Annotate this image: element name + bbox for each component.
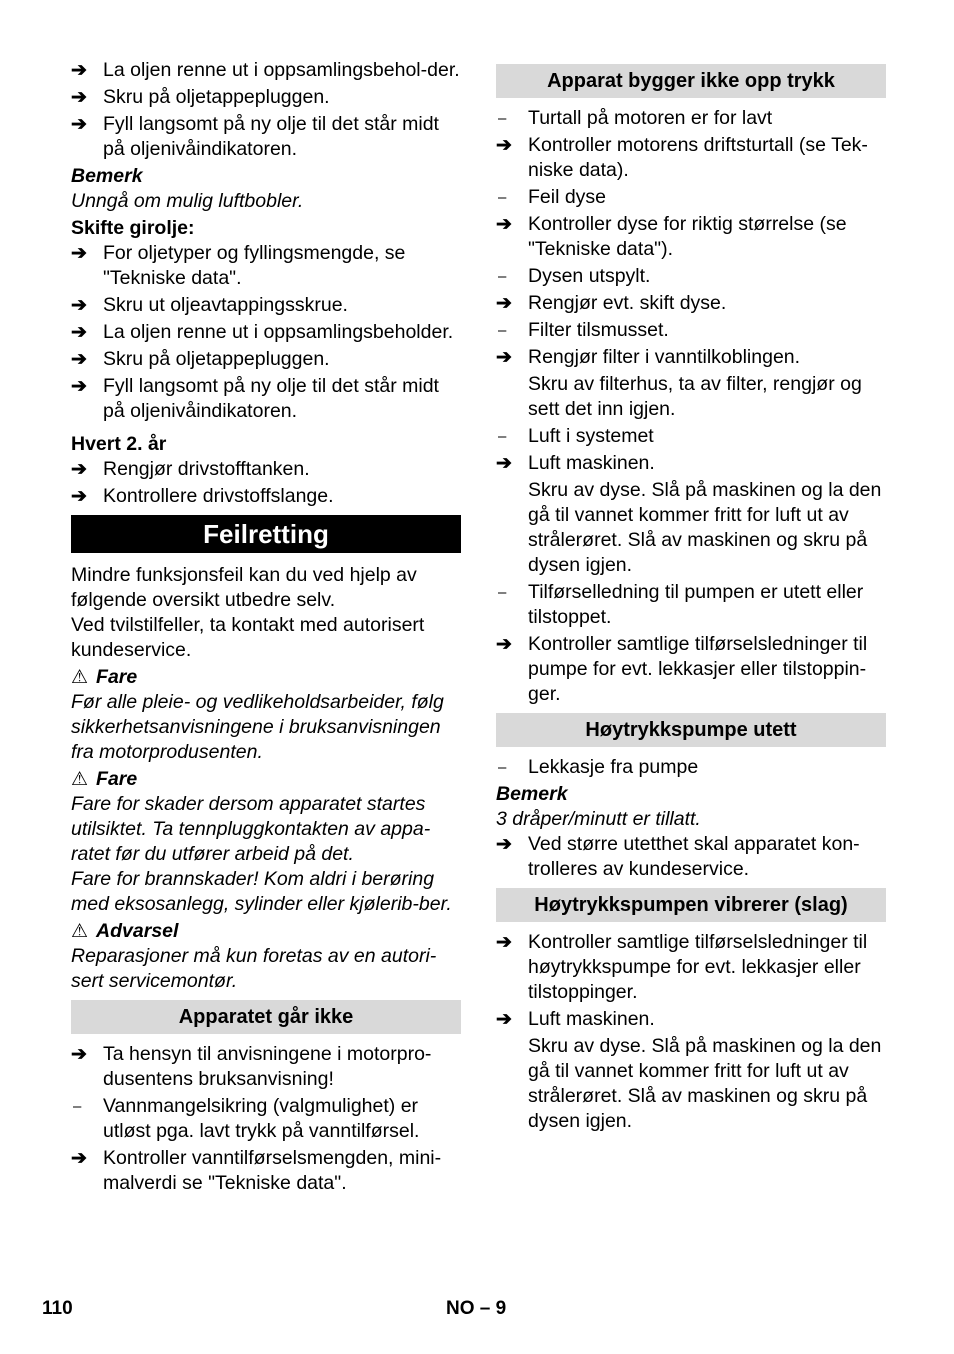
dash-icon: – [498,759,507,776]
list-item: ➔ Luft maskinen. [496,1008,655,1030]
list-item: ➔ La oljen renne ut i oppsamlingsbeholder. [71,321,454,343]
list-item: ➔ Kontroller samtlige tilførselsledninger til høytrykkspumpe for evt. lekkasjer eller tilstoppinger. [496,931,868,1003]
arrow-icon: ➔ [496,135,512,156]
arrow-icon: ➔ [496,214,512,235]
list-item: – Lekkasje fra pumpe [498,756,699,778]
arrow-icon: ➔ [71,1044,87,1065]
subheading-skifte-girolje: Skifte girolje: [71,217,195,239]
section-heading-trykk: Apparat bygger ikke opp trykk [496,64,886,98]
warning-heading: ⚠ Fare [71,768,138,790]
list-item: ➔ Kontroller vanntilførselsmengden, mini-malverdi se "Tekniske data". [71,1147,442,1194]
list-item: ➔ Kontroller motorens driftsturtall (se Tek-niske data). [496,134,868,181]
dash-icon: – [498,189,507,206]
list-item: ➔ Ta hensyn til anvisningene i motorpro-dusentens bruksanvisning! [71,1043,432,1090]
section-heading-utett: Høytrykkspumpe utett [496,713,886,747]
instruction-text: Skru av dyse. Slå på maskinen og la den gå til vannet kommer fritt for luft ut av strålerøret. Slå av maskinen og skru på dysen igjen. [528,479,882,576]
subheading-hvert-2-aar: Hvert 2. år [71,433,167,455]
arrow-icon: ➔ [71,87,87,108]
intro-paragraph: Mindre funksjonsfeil kan du ved hjelp av følgende oversikt utbedre selv. [71,564,417,611]
intro-paragraph: Ved tvilstilfeller, ta kontakt med autorisert kundeservice. [71,614,425,661]
section-page-label: NO – 9 [446,1298,507,1319]
instruction-text: Skru av filterhus, ta av filter, rengjør og sett det inn igjen. [528,373,862,420]
list-item: – Feil dyse [498,186,607,208]
arrow-icon: ➔ [496,834,512,855]
arrow-icon: ➔ [71,114,87,135]
list-item: ➔ Ved større utetthet skal apparatet kon-trolleres av kundeservice. [496,833,860,880]
left-column [71,58,461,1198]
list-item: ➔ Rengjør filter i vanntilkoblingen. [496,346,801,368]
dash-icon: – [498,268,507,285]
arrow-icon: ➔ [496,932,512,953]
arrow-icon: ➔ [71,459,87,480]
list-item: ➔ Kontrollere drivstoffslange. [71,485,334,507]
arrow-icon: ➔ [71,60,87,81]
list-item: ➔ Skru på oljetappepluggen. [71,348,330,370]
list-item: ➔ Rengjør evt. skift dyse. [496,292,727,314]
list-item: ➔ Skru på oljetappepluggen. [71,86,330,108]
list-item: ➔ Fyll langsomt på ny olje til det står midt på oljenivåindikatoren. [71,113,439,160]
list-item: ➔ Kontroller dyse for riktig størrelse (se "Tekniske data"). [496,213,847,260]
arrow-icon: ➔ [496,634,512,655]
note-label: Bemerk [496,783,568,805]
arrow-icon: ➔ [71,295,87,316]
dash-icon: – [73,1098,82,1115]
note-label: Bemerk [71,165,143,187]
dash-icon: – [498,110,507,127]
list-item: ➔ La oljen renne ut i oppsamlingsbehol-der. [71,59,460,81]
warning-icon: ⚠ [71,667,89,688]
page-number: 110 [42,1298,73,1319]
note-text: Unngå om mulig luftbobler. [71,190,304,212]
dash-icon: – [498,584,507,601]
list-item: – Filter tilsmusset. [498,319,669,341]
arrow-icon: ➔ [71,376,87,397]
warning-text: Før alle pleie- og vedlikeholdsarbeider, følg sikkerhetsanvisningene i bruksanvisningen fra motorprodusenten. [71,691,444,763]
instruction-text: Skru av dyse. Slå på maskinen og la den gå til vannet kommer fritt for luft ut av strålerøret. Slå av maskinen og skru på dysen igjen. [528,1035,882,1132]
list-item: – Tilførselledning til pumpen er utett eller tilstoppet. [498,581,864,628]
arrow-icon: ➔ [71,243,87,264]
warning-icon: ⚠ [71,921,89,942]
warning-heading: ⚠ Advarsel [71,920,179,942]
arrow-icon: ➔ [71,1148,87,1169]
list-item: – Dysen utspylt. [498,265,651,287]
arrow-icon: ➔ [496,1009,512,1030]
list-item: ➔ Skru ut oljeavtappingsskrue. [71,294,348,316]
right-column [496,58,886,1136]
dash-icon: – [498,322,507,339]
arrow-icon: ➔ [496,293,512,314]
arrow-icon: ➔ [71,486,87,507]
arrow-icon: ➔ [496,347,512,368]
arrow-icon: ➔ [496,453,512,474]
list-item: – Luft i systemet [498,425,654,447]
warning-text: Fare for skader dersom apparatet startes utilsiktet. Ta tennpluggkontakten av appa-ratet før du utfører arbeid på det. [71,793,431,865]
list-item: – Turtall på motoren er for lavt [498,107,773,129]
dash-icon: – [498,428,507,445]
list-item: ➔ For oljetyper og fyllingsmengde, se "Tekniske data". [71,242,406,289]
warning-heading: ⚠ Fare [71,666,138,688]
arrow-icon: ➔ [71,322,87,343]
arrow-icon: ➔ [71,349,87,370]
section-title-feilretting: Feilretting [71,515,461,553]
list-item: – Vannmangelsikring (valgmulighet) er utløst pga. lavt trykk på vanntilførsel. [73,1095,420,1142]
warning-text: Reparasjoner må kun foretas av en autori-sert servicemontør. [71,945,437,992]
section-heading-vibrerer: Høytrykkspumpen vibrerer (slag) [496,888,886,922]
list-item: ➔ Kontroller samtlige tilførselsledninger til pumpe for evt. lekkasjer eller tilstoppin-ger. [496,633,868,705]
list-item: ➔ Luft maskinen. [496,452,655,474]
warning-text: Fare for brannskader! Kom aldri i berøring med eksosanlegg, sylinder eller kjølerib-ber. [71,868,452,915]
note-text: 3 dråper/minutt er tillatt. [496,808,701,830]
warning-icon: ⚠ [71,769,89,790]
list-item: ➔ Fyll langsomt på ny olje til det står midt på oljenivåindikatoren. [71,375,439,422]
section-heading-gaar-ikke: Apparatet går ikke [71,1000,461,1034]
list-item: ➔ Rengjør drivstofftanken. [71,458,310,480]
